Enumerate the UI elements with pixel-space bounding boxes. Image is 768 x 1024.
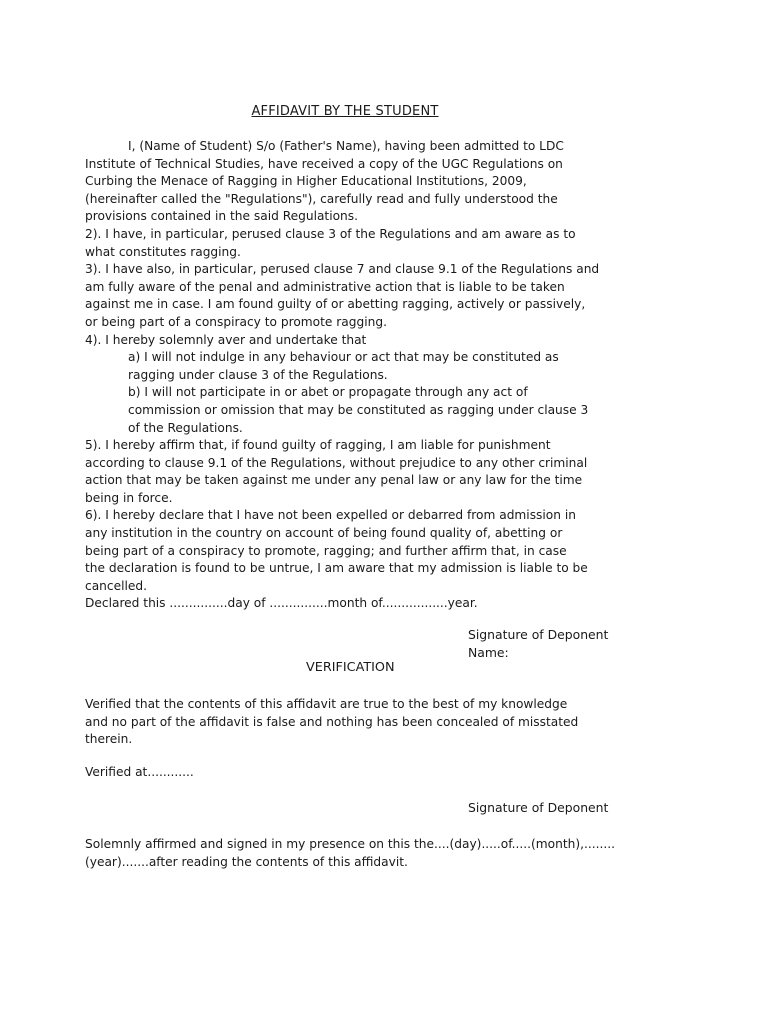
- body-line: action that may be taken against me under any penal law or any law for the time: [85, 473, 583, 488]
- verification-line: and no part of the affidavit is false and nothing has been concealed of misstated: [85, 714, 579, 729]
- body-line: b) I will not participate in or abet or propagate through any act of: [128, 385, 528, 400]
- body-line: against me in case. I am found guilty of or abetting ragging, actively or passively,: [85, 297, 586, 312]
- body-line: 5). I hereby affirm that, if found guilty of ragging, I am liable for punishment: [85, 438, 551, 453]
- verification-text: [85, 696, 645, 749]
- body-line: or being part of a conspiracy to promote ragging.: [85, 314, 387, 329]
- body-line: Curbing the Menace of Ragging in Higher Educational Institutions, 2009,: [85, 174, 527, 189]
- verification-line: therein.: [85, 732, 133, 747]
- affirmation-line: (year).......after reading the contents of this affidavit.: [85, 854, 408, 869]
- body-line: provisions contained in the said Regulations.: [85, 209, 358, 224]
- body-line: am fully aware of the penal and administrative action that is liable to be taken: [85, 279, 565, 294]
- body-line: according to clause 9.1 of the Regulations, without prejudice to any other criminal: [85, 455, 588, 470]
- verification-line: Verified that the contents of this affidavit are true to the best of my knowledge: [85, 697, 568, 711]
- body-line: Declared this ...............day of ...............month of.................year.: [85, 596, 478, 611]
- affidavit-body: [85, 138, 625, 613]
- body-line: cancelled.: [85, 578, 147, 593]
- signature-block-1: [468, 626, 608, 661]
- body-line: being in force.: [85, 490, 173, 505]
- body-line: I, (Name of Student) S/o (Father's Name), having been admitted to LDC: [128, 139, 564, 153]
- signature-label-2: Signature of Deponent: [468, 800, 609, 815]
- verification-heading: VERIFICATION: [306, 660, 395, 675]
- affirmation-text: [85, 836, 645, 871]
- verified-at: Verified at............: [85, 765, 194, 779]
- body-line: a) I will not indulge in any behaviour or act that may be constituted as: [128, 350, 559, 365]
- document-title: AFFIDAVIT BY THE STUDENT: [251, 104, 439, 119]
- body-line: ragging under clause 3 of the Regulations.: [128, 367, 388, 382]
- body-line: 2). I have, in particular, perused clause 3 of the Regulations and am aware as to: [85, 226, 576, 241]
- name-label: Name:: [468, 644, 509, 660]
- body-line: (hereinafter called the "Regulations"), carefully read and fully understood the: [85, 191, 558, 206]
- body-line: what constitutes ragging.: [85, 244, 241, 259]
- body-line: Institute of Technical Studies, have received a copy of the UGC Regulations on: [85, 156, 563, 171]
- body-line: being part of a conspiracy to promote, ragging; and further affirm that, in case: [85, 543, 567, 558]
- body-line: commission or omission that may be constituted as ragging under clause 3: [128, 402, 589, 417]
- body-line: 3). I have also, in particular, perused clause 7 and clause 9.1 of the Regulations and: [85, 262, 600, 277]
- body-line: the declaration is found to be untrue, I am aware that my admission is liable to be: [85, 561, 588, 576]
- signature-label-1: Signature of Deponent: [468, 627, 609, 642]
- body-line: 4). I hereby solemnly aver and undertake that: [85, 332, 367, 347]
- body-line: 6). I hereby declare that I have not been expelled or debarred from admission in: [85, 508, 576, 523]
- body-line: any institution in the country on account of being found quality of, abetting or: [85, 526, 563, 541]
- affirmation-line: Solemnly affirmed and signed in my presence on this the....(day).....of.....(month),........: [85, 837, 615, 851]
- body-line: of the Regulations.: [128, 420, 243, 435]
